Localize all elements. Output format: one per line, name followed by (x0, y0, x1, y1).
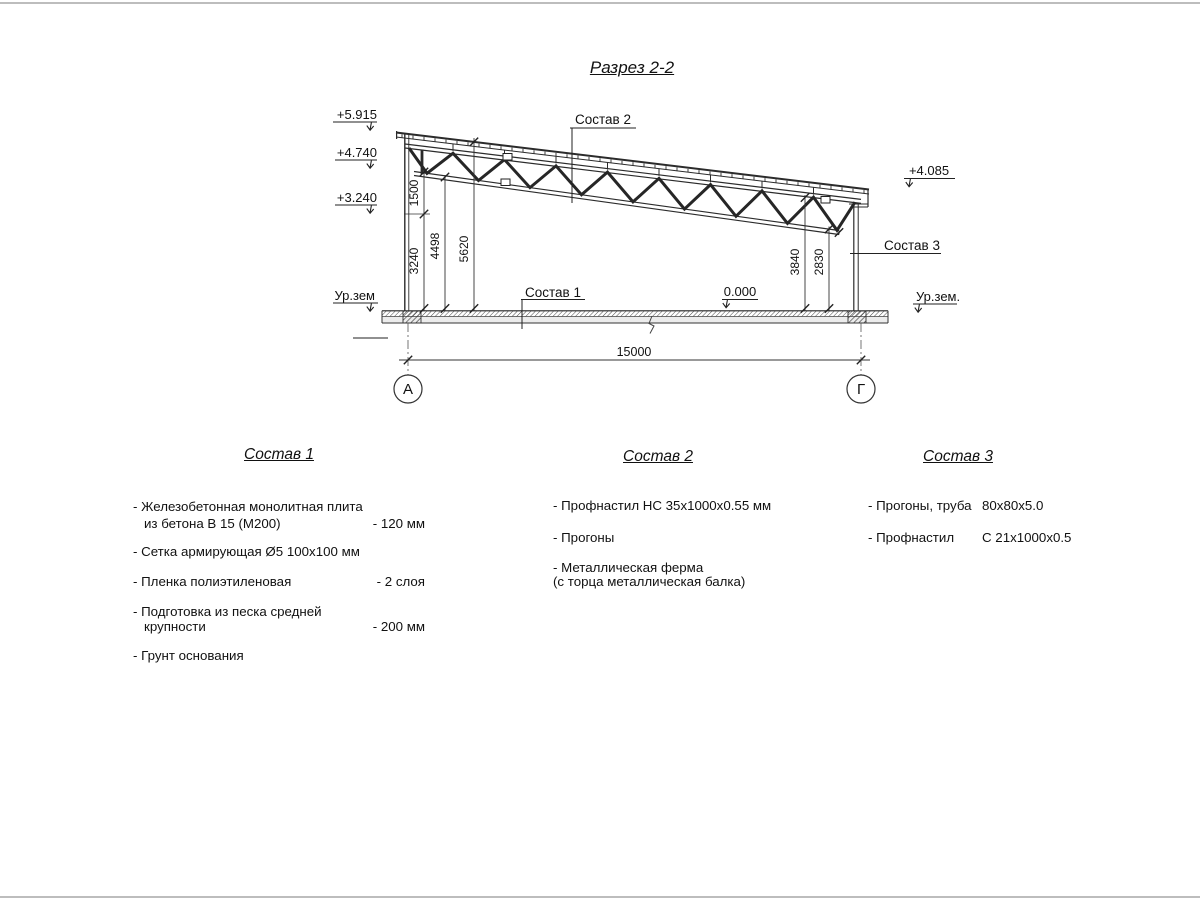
spec1-item3-value: - 2 слоя (376, 574, 425, 589)
axis-letter-right: Г (856, 381, 866, 398)
elevation-0000: 0.000 (723, 284, 757, 299)
spec-sostav3 (868, 448, 1072, 558)
spec1-item4-line1: - Подготовка из песка средней (133, 604, 322, 619)
dimension-texts (407, 179, 826, 359)
dim-2830: 2830 (812, 248, 826, 276)
spec1-item1-value: - 120 мм (372, 516, 425, 531)
elevation-5915: +5.915 (336, 107, 377, 122)
dim-3840: 3840 (788, 248, 802, 276)
spec2-item2-line1: - Прогоны (553, 530, 615, 545)
label-sostav1: Состав 1 (525, 285, 581, 300)
dim-1500: 1500 (407, 179, 421, 207)
truss (405, 144, 861, 235)
dim-5620: 5620 (457, 235, 471, 263)
foundation-right (848, 311, 866, 323)
spec1-item1-line1: - Железобетонная монолитная плита (133, 499, 363, 514)
elevation-3240: +3.240 (336, 190, 377, 205)
spec3-title: Состав 3 (923, 448, 993, 465)
left-wall (405, 135, 409, 311)
spec3-item1-label: - Прогоны, труба (868, 498, 972, 513)
slab-finish-hatch (382, 311, 888, 316)
spec3-item2-label: - Профнастил (868, 530, 955, 545)
elevation-4085: +4.085 (908, 163, 950, 178)
ground-level-left: Ур.зем (334, 288, 375, 303)
roof-deck (396, 131, 869, 194)
ground-level-right: Ур.зем. (916, 289, 961, 304)
spec2-title: Состав 2 (623, 448, 693, 465)
spec3-item1-value: 80х80х5.0 (982, 498, 1044, 513)
spec1-item4-value: - 200 мм (372, 619, 425, 634)
dim-3240: 3240 (407, 247, 421, 275)
grid-axes (394, 323, 875, 403)
drawing-title: Разрез 2-2 (589, 58, 675, 77)
spec3-item2-value: С 21х1000х0.5 (982, 530, 1072, 545)
axis-letter-left: А (402, 381, 414, 398)
spec1-item4-line2: крупности (144, 619, 206, 634)
dim-span-15000: 15000 (616, 345, 652, 359)
spec2-item3-line2: (с торца металлическая балка) (553, 574, 746, 589)
spec2-item3-line1: - Металлическая ферма (553, 560, 704, 575)
spec1-item1-line2: из бетона В 15 (М200) (144, 516, 281, 531)
spec1-item3-line1: - Пленка полиэтиленовая (133, 574, 292, 589)
spec-sostav2 (553, 448, 772, 598)
leader-texts (525, 112, 940, 300)
floor-slab (382, 311, 888, 334)
label-sostav2: Состав 2 (575, 112, 631, 127)
spec2-item1-line1: - Профнастил НС 35х1000х0.55 мм (553, 498, 772, 513)
elevation-4740: +4.740 (336, 145, 377, 160)
label-sostav3: Состав 3 (884, 238, 940, 253)
foundation-left (403, 311, 421, 323)
spec1-item5-line1: - Грунт основания (133, 648, 244, 663)
dim-4498: 4498 (428, 232, 442, 260)
spec-sostav1 (133, 446, 425, 676)
spec1-item2-line1: - Сетка армирующая Ø5 100х100 мм (133, 544, 360, 559)
spec1-title: Состав 1 (244, 446, 314, 463)
